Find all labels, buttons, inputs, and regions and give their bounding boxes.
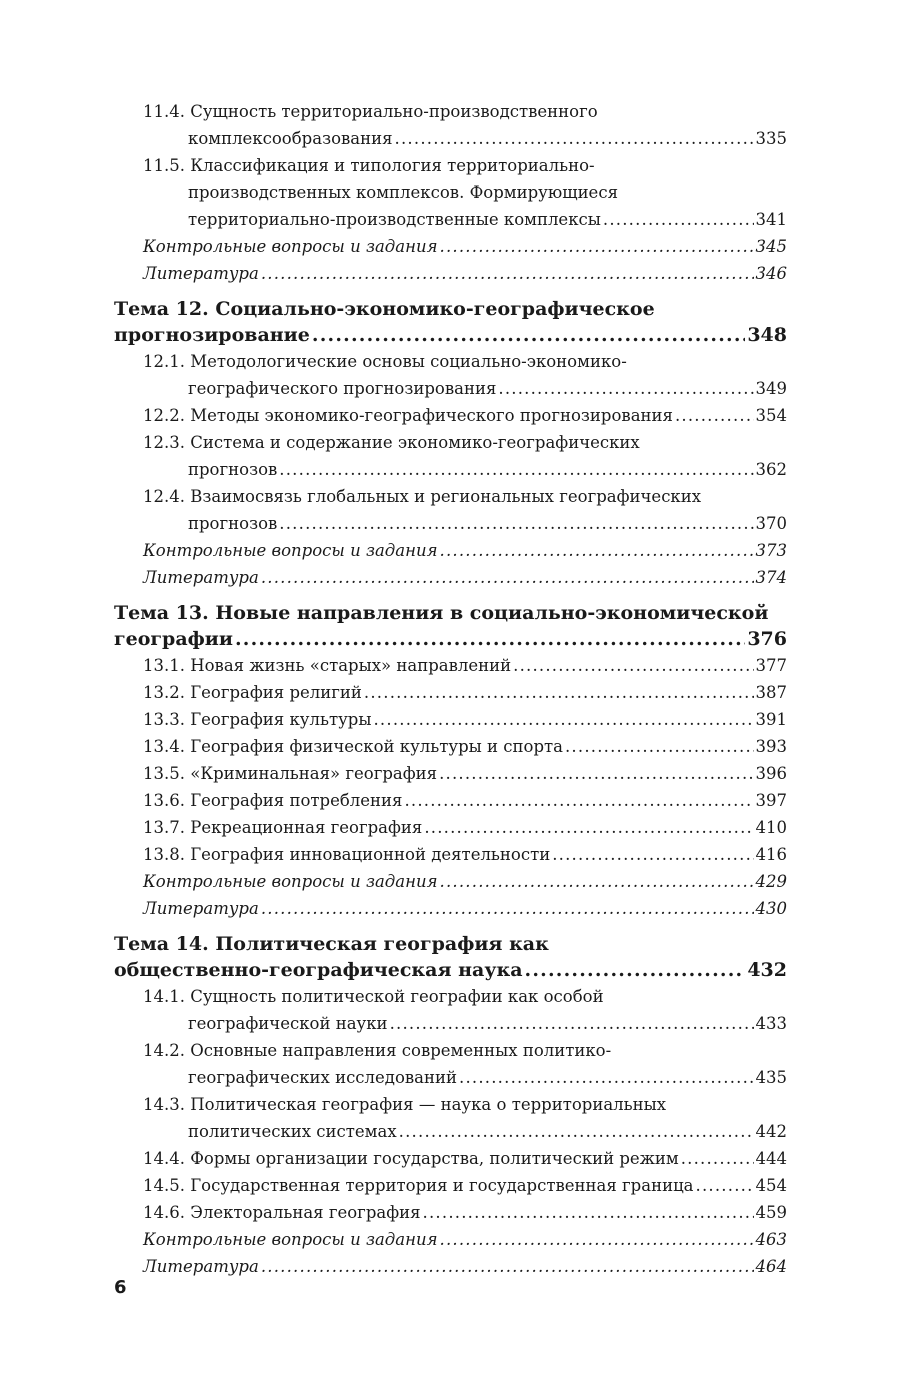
toc-entry-section bbox=[114, 841, 787, 868]
dot-leader bbox=[404, 787, 753, 814]
toc-entry-extra bbox=[114, 564, 787, 591]
toc-entry-extra bbox=[114, 260, 787, 287]
toc-page-number: 387 bbox=[755, 683, 787, 702]
toc-entry-title: Контрольные вопросы и задания bbox=[143, 1230, 438, 1249]
toc-entry-section bbox=[114, 760, 787, 787]
dot-leader bbox=[565, 733, 754, 760]
toc-entry-title: территориально-производственные комплексы bbox=[188, 210, 601, 229]
dot-leader bbox=[364, 679, 754, 706]
toc-entry-extra bbox=[114, 868, 787, 895]
dot-leader bbox=[552, 841, 753, 868]
toc-page-number: 459 bbox=[755, 1203, 787, 1222]
dot-leader bbox=[513, 652, 753, 679]
dot-leader bbox=[373, 706, 753, 733]
toc-entry-section bbox=[114, 733, 787, 760]
toc-entry-title: Контрольные вопросы и задания bbox=[143, 872, 438, 891]
toc-entry-title: географического прогнозирования bbox=[188, 379, 497, 398]
toc-page-number: 341 bbox=[755, 210, 787, 229]
toc-page-number: 370 bbox=[755, 514, 787, 533]
toc-entry-title: 14.6. Электоральная география bbox=[143, 1203, 421, 1222]
toc-entry-extra bbox=[114, 1226, 787, 1253]
toc-entry-title: Литература bbox=[143, 899, 259, 918]
toc-entry-section bbox=[114, 814, 787, 841]
toc-page-number: 433 bbox=[755, 1014, 787, 1033]
toc-page-number: 373 bbox=[755, 541, 787, 560]
toc-entry-title: 14.5. Государственная территория и государственная граница bbox=[143, 1176, 694, 1195]
toc-page-number: 397 bbox=[755, 791, 787, 810]
toc-page-number: 348 bbox=[747, 324, 787, 346]
dot-leader bbox=[525, 957, 746, 983]
dot-leader bbox=[395, 125, 754, 152]
toc-entry-extra bbox=[114, 895, 787, 922]
toc-entry-title: Тема 13. Новые направления в социально-экономической bbox=[114, 602, 769, 624]
toc-entry-title: Литература bbox=[143, 568, 259, 587]
toc-entry-title: 11.5. Классификация и типология территориально- bbox=[143, 156, 595, 175]
dot-leader bbox=[279, 510, 753, 537]
toc-entry-title: прогнозов bbox=[188, 514, 278, 533]
toc-page-number: 442 bbox=[755, 1122, 787, 1141]
toc-entry-section bbox=[114, 706, 787, 733]
toc-entry-section bbox=[114, 429, 787, 483]
toc-entry-chapter bbox=[114, 296, 787, 348]
dot-leader bbox=[312, 322, 745, 348]
dot-leader bbox=[261, 260, 754, 287]
toc-entry-title: 12.2. Методы экономико-географического прогнозирования bbox=[143, 406, 673, 425]
toc-entry-section bbox=[114, 98, 787, 152]
dot-leader bbox=[603, 206, 754, 233]
toc-entry-title: Тема 14. Политическая география как bbox=[114, 933, 549, 955]
dot-leader bbox=[440, 1226, 754, 1253]
toc-entry-title: 13.7. Рекреационная география bbox=[143, 818, 423, 837]
toc-entry-title: 14.1. Сущность политической географии как особой bbox=[143, 987, 604, 1006]
toc-entry-title: 14.3. Политическая география — наука о территориальных bbox=[143, 1095, 667, 1114]
toc-entry-title: географической науки bbox=[188, 1014, 388, 1033]
toc-page-number: 374 bbox=[755, 568, 787, 587]
toc-entry-title: общественно-географическая наука bbox=[114, 959, 523, 981]
dot-leader bbox=[424, 814, 753, 841]
toc-entry-title: 11.4. Сущность территориально-производственного bbox=[143, 102, 598, 121]
toc-entry-title: Литература bbox=[143, 264, 259, 283]
toc-page-number: 362 bbox=[755, 460, 787, 479]
toc-entry-section bbox=[114, 1091, 787, 1145]
toc-entry-title: Литература bbox=[143, 1257, 259, 1276]
toc-entry-extra bbox=[114, 537, 787, 564]
toc-entry-title: 13.8. География инновационной деятельности bbox=[143, 845, 551, 864]
toc-entry-title: 13.2. География религий bbox=[143, 683, 362, 702]
toc-entry-title: прогнозирование bbox=[114, 324, 310, 346]
toc-entry-title: 12.3. Система и содержание экономико-географических bbox=[143, 433, 640, 452]
toc-entry-section bbox=[114, 1037, 787, 1091]
toc-entry-title: производственных комплексов. Формирующиеся bbox=[188, 183, 618, 202]
dot-leader bbox=[261, 1253, 754, 1280]
dot-leader bbox=[235, 626, 745, 652]
dot-leader bbox=[279, 456, 753, 483]
toc-entry-title: 13.3. География культуры bbox=[143, 710, 372, 729]
toc-page-number: 396 bbox=[755, 764, 787, 783]
toc-page-number: 349 bbox=[755, 379, 787, 398]
toc-entry-chapter bbox=[114, 931, 787, 983]
dot-leader bbox=[399, 1118, 754, 1145]
dot-leader bbox=[498, 375, 753, 402]
table-of-contents bbox=[114, 98, 787, 1280]
dot-leader bbox=[390, 1010, 754, 1037]
dot-leader bbox=[261, 895, 754, 922]
dot-leader bbox=[440, 233, 754, 260]
toc-entry-title: 12.4. Взаимосвязь глобальных и региональных географических bbox=[143, 487, 702, 506]
toc-entry-section bbox=[114, 983, 787, 1037]
toc-entry-title: 14.4. Формы организации государства, политический режим bbox=[143, 1149, 679, 1168]
toc-entry-title: 13.5. «Криминальная» география bbox=[143, 764, 438, 783]
dot-leader bbox=[696, 1172, 754, 1199]
toc-entry-title: политических системах bbox=[188, 1122, 397, 1141]
dot-leader bbox=[681, 1145, 754, 1172]
toc-entry-title: 13.1. Новая жизнь «старых» направлений bbox=[143, 656, 512, 675]
toc-entry-title: Контрольные вопросы и задания bbox=[143, 237, 438, 256]
toc-page-number: 335 bbox=[755, 129, 787, 148]
toc-entry-title: географических исследований bbox=[188, 1068, 458, 1087]
toc-page-number: 429 bbox=[755, 872, 787, 891]
toc-entry-title: 13.4. География физической культуры и спорта bbox=[143, 737, 563, 756]
toc-page-number: 391 bbox=[755, 710, 787, 729]
toc-entry-title: географии bbox=[114, 628, 233, 650]
toc-page-number: 376 bbox=[747, 628, 787, 650]
toc-entry-extra bbox=[114, 1253, 787, 1280]
dot-leader bbox=[439, 760, 753, 787]
dot-leader bbox=[440, 868, 754, 895]
dot-leader bbox=[440, 537, 754, 564]
toc-page-number: 454 bbox=[755, 1176, 787, 1195]
toc-page-number: 377 bbox=[755, 656, 787, 675]
toc-page-number: 416 bbox=[755, 845, 787, 864]
toc-entry-extra bbox=[114, 233, 787, 260]
toc-page-number: 432 bbox=[747, 959, 787, 981]
toc-entry-section bbox=[114, 679, 787, 706]
toc-page-number: 430 bbox=[755, 899, 787, 918]
dot-leader bbox=[459, 1064, 753, 1091]
toc-entry-section bbox=[114, 402, 787, 429]
toc-page-number: 444 bbox=[755, 1149, 787, 1168]
toc-page-number: 463 bbox=[755, 1230, 787, 1249]
dot-leader bbox=[261, 564, 754, 591]
toc-entry-section bbox=[114, 348, 787, 402]
toc-entry-title: 12.1. Методологические основы социально-экономико- bbox=[143, 352, 627, 371]
toc-page-number: 354 bbox=[755, 406, 787, 425]
toc-entry-title: комплексообразования bbox=[188, 129, 393, 148]
toc-entry-section bbox=[114, 787, 787, 814]
toc-entry-title: Тема 12. Социально-экономико-географическое bbox=[114, 298, 655, 320]
toc-entry-title: 13.6. География потребления bbox=[143, 791, 403, 810]
page-number: 6 bbox=[114, 1277, 127, 1298]
toc-page-number: 435 bbox=[755, 1068, 787, 1087]
toc-entry-title: прогнозов bbox=[188, 460, 278, 479]
toc-entry-title: 14.2. Основные направления современных политико- bbox=[143, 1041, 612, 1060]
toc-entry-section bbox=[114, 152, 787, 233]
toc-entry-section bbox=[114, 1172, 787, 1199]
toc-page-number: 393 bbox=[755, 737, 787, 756]
toc-entry-title: Контрольные вопросы и задания bbox=[143, 541, 438, 560]
toc-page-number: 345 bbox=[755, 237, 787, 256]
toc-page-number: 346 bbox=[755, 264, 787, 283]
dot-leader bbox=[423, 1199, 754, 1226]
toc-entry-section bbox=[114, 1199, 787, 1226]
toc-entry-section bbox=[114, 483, 787, 537]
toc-entry-chapter bbox=[114, 600, 787, 652]
toc-entry-section bbox=[114, 1145, 787, 1172]
toc-page-number: 464 bbox=[755, 1257, 787, 1276]
toc-page-number: 410 bbox=[755, 818, 787, 837]
toc-entry-section bbox=[114, 652, 787, 679]
dot-leader bbox=[675, 402, 754, 429]
